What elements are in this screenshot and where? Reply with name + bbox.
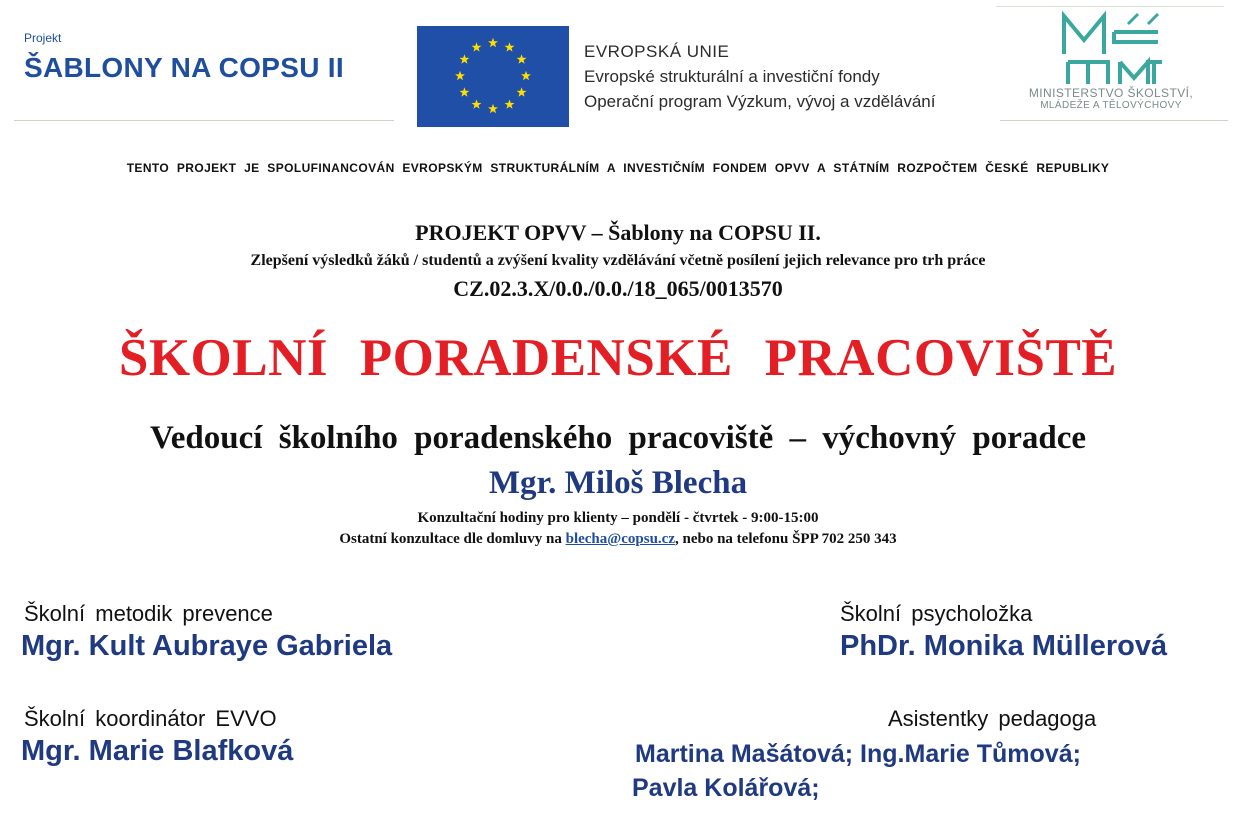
other-consultation-suffix: , nebo na telefonu ŠPP 702 250 343 xyxy=(674,531,897,547)
msmt-name-line2: MLÁDEŽE A TĚLOVÝCHOVY xyxy=(1040,100,1182,111)
other-consultation-prefix: Ostatní konzultace dle domluvy na xyxy=(339,531,566,547)
eu-program: Operační program Výzkum, vývoj a vzdělávání xyxy=(584,92,936,111)
metodik-name: Mgr. Kult Aubraye Gabriela xyxy=(21,630,393,662)
psych-role: Školní psycholožka xyxy=(840,601,1033,626)
leader-name: Mgr. Miloš Blecha xyxy=(488,465,748,501)
header-divider-right-top xyxy=(996,6,1224,7)
msmt-logo-icon xyxy=(1058,10,1166,88)
header-divider-right xyxy=(1000,120,1228,121)
project-logo-small-text: Projekt xyxy=(24,31,62,45)
project-logo-title: ŠABLONY NA COPSU II xyxy=(24,52,344,83)
eu-funds: Evropské strukturální a investiční fondy xyxy=(584,67,880,86)
funding-note: TENTO PROJEKT JE SPOLUFINANCOVÁN EVROPSKÝM STRUKTURÁLNÍM A INVESTIČNÍM FONDEM OPVV A STÁTNÍM ROZPOČTEM ČESKÉ REPUBLIKY xyxy=(126,161,1110,175)
asist-names-line1: Martina Mašátová; Ing.Marie Tůmová; xyxy=(635,740,1081,768)
leader-role: Vedoucí školního poradenského pracoviště – výchovný poradce xyxy=(149,420,1087,456)
metodik-role: Školní metodik prevence xyxy=(24,601,273,626)
evvo-role: Školní koordinátor EVVO xyxy=(24,706,277,731)
asist-role: Asistentky pedagoga xyxy=(888,706,1097,731)
project-title: PROJEKT OPVV – Šablony na COPSU II. xyxy=(415,220,821,245)
msmt-name-line1: MINISTERSTVO ŠKOLSTVÍ, xyxy=(1028,86,1194,100)
consultation-hours: Konzultační hodiny pro klienty – pondělí - čtvrtek - 9:00-15:00 xyxy=(417,510,819,526)
main-heading: ŠKOLNÍ PORADENSKÉ PRACOVIŠTĚ xyxy=(118,329,1118,387)
asist-names-line2: Pavla Kolářová; xyxy=(632,774,820,802)
evvo-name: Mgr. Marie Blafková xyxy=(21,735,294,767)
project-code: CZ.02.3.X/0.0./0.0./18_065/0013570 xyxy=(453,276,783,301)
other-consultation xyxy=(0,531,1236,548)
header-divider-left xyxy=(14,120,394,121)
email-link[interactable]: blecha@copsu.cz xyxy=(565,531,675,547)
project-subtitle: Zlepšení výsledků žáků / studentů a zvýšení kvality vzdělávání včetně posílení jejich relevance pro trh práce xyxy=(250,252,986,269)
psych-name: PhDr. Monika Müllerová xyxy=(840,630,1168,662)
eu-flag-icon xyxy=(417,26,569,127)
eu-name: EVROPSKÁ UNIE xyxy=(584,42,730,61)
